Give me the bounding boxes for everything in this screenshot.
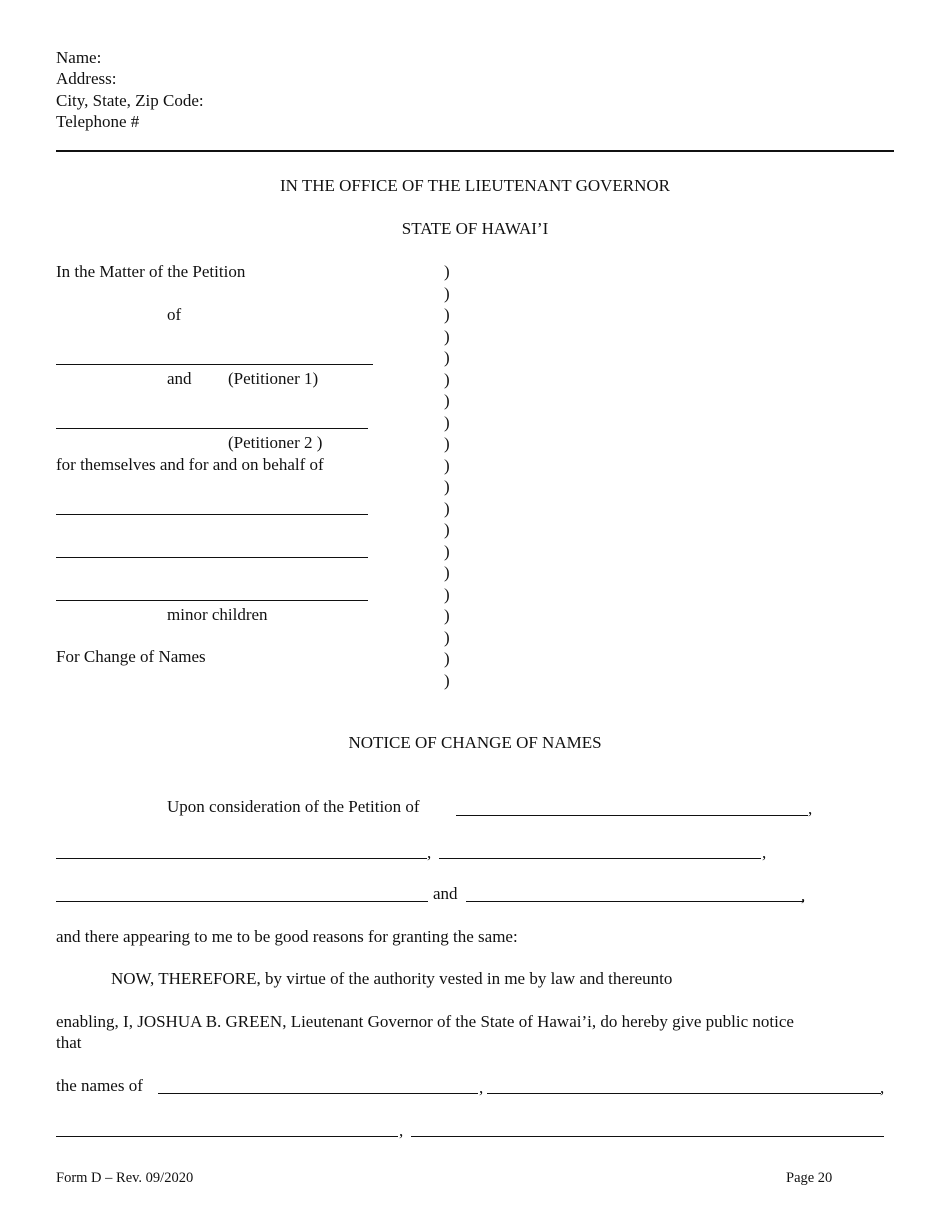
caption-paren: ) xyxy=(444,262,450,281)
caption-paren: ) xyxy=(444,455,450,475)
caption-paren: ) xyxy=(444,283,450,303)
of-label: of xyxy=(167,305,182,324)
caption-paren: ) xyxy=(444,498,450,518)
names-of-line-c[interactable] xyxy=(56,1136,398,1137)
address-label: Address: xyxy=(56,69,117,88)
caption-paren: ) xyxy=(444,563,450,582)
comma: , xyxy=(801,886,806,905)
matter-label: In the Matter of the Petition xyxy=(56,262,246,281)
caption-paren: ) xyxy=(444,649,450,668)
behalf-label: for themselves and for and on behalf of xyxy=(56,455,324,474)
therefore-text: NOW, THEREFORE, by virtue of the authority vested in me by law and thereunto xyxy=(111,969,673,988)
petitioner1-name-line[interactable] xyxy=(56,364,373,365)
state-heading: STATE OF HAWAI’I xyxy=(401,219,549,238)
comma: , xyxy=(399,1121,404,1140)
caption-paren: ) xyxy=(444,369,450,389)
and-label: and xyxy=(167,369,192,388)
caption-paren: ) xyxy=(444,412,450,432)
caption-paren: ) xyxy=(444,670,450,690)
petition-of-line[interactable] xyxy=(456,815,808,816)
comma: , xyxy=(808,799,813,818)
petitioner-name-line-c[interactable] xyxy=(56,901,428,902)
caption-paren: ) xyxy=(444,391,450,410)
names-of-line-b[interactable] xyxy=(487,1093,881,1094)
petitioner-name-line-d[interactable] xyxy=(466,901,804,902)
petitioner2-name-line[interactable] xyxy=(56,428,368,429)
petitioner2-label: (Petitioner 2 ) xyxy=(228,433,323,452)
office-heading: IN THE OFFICE OF THE LIEUTENANT GOVERNOR xyxy=(279,176,671,195)
upon-consideration-text: Upon consideration of the Petition of xyxy=(167,797,420,816)
caption-paren: ) xyxy=(444,305,450,324)
change-of-names-label: For Change of Names xyxy=(56,647,206,666)
city-state-zip-label: City, State, Zip Code: xyxy=(56,91,204,110)
caption-paren: ) xyxy=(444,326,450,346)
enabling-text: enabling, I, JOSHUA B. GREEN, Lieutenant Governor of the State of Hawai’i, do hereby give public notice xyxy=(56,1012,794,1031)
minor-child-line-3[interactable] xyxy=(56,600,368,601)
comma: , xyxy=(880,1078,885,1097)
names-of-text: the names of xyxy=(56,1076,143,1095)
petitioner-name-line-a[interactable] xyxy=(56,858,427,859)
names-of-line-a[interactable] xyxy=(158,1093,478,1094)
caption-paren: ) xyxy=(444,520,450,539)
names-of-line-d[interactable] xyxy=(411,1136,884,1137)
minor-child-line-1[interactable] xyxy=(56,514,368,515)
caption-paren: ) xyxy=(444,584,450,604)
caption-paren: ) xyxy=(444,477,450,496)
comma: , xyxy=(479,1078,484,1097)
caption-paren: ) xyxy=(444,606,450,625)
minor-children-label: minor children xyxy=(167,605,268,624)
and-text: and xyxy=(433,884,458,903)
comma: , xyxy=(762,843,767,862)
telephone-label: Telephone # xyxy=(56,112,140,131)
that-text: that xyxy=(56,1033,82,1052)
minor-child-line-2[interactable] xyxy=(56,557,368,558)
petitioner1-label: (Petitioner 1) xyxy=(228,369,319,388)
name-label: Name: xyxy=(56,48,102,67)
good-reasons-text: and there appearing to me to be good reasons for granting the same: xyxy=(56,927,518,946)
caption-paren: ) xyxy=(444,434,450,453)
form-revision: Form D – Rev. 09/2020 xyxy=(56,1170,194,1186)
caption-paren: ) xyxy=(444,541,450,561)
page-number: Page 20 xyxy=(786,1170,833,1186)
header-rule xyxy=(56,150,894,152)
comma: , xyxy=(427,843,432,862)
caption-paren: ) xyxy=(444,627,450,647)
caption-paren: ) xyxy=(444,348,450,367)
petitioner-name-line-b[interactable] xyxy=(439,858,761,859)
notice-title: NOTICE OF CHANGE OF NAMES xyxy=(348,733,602,752)
